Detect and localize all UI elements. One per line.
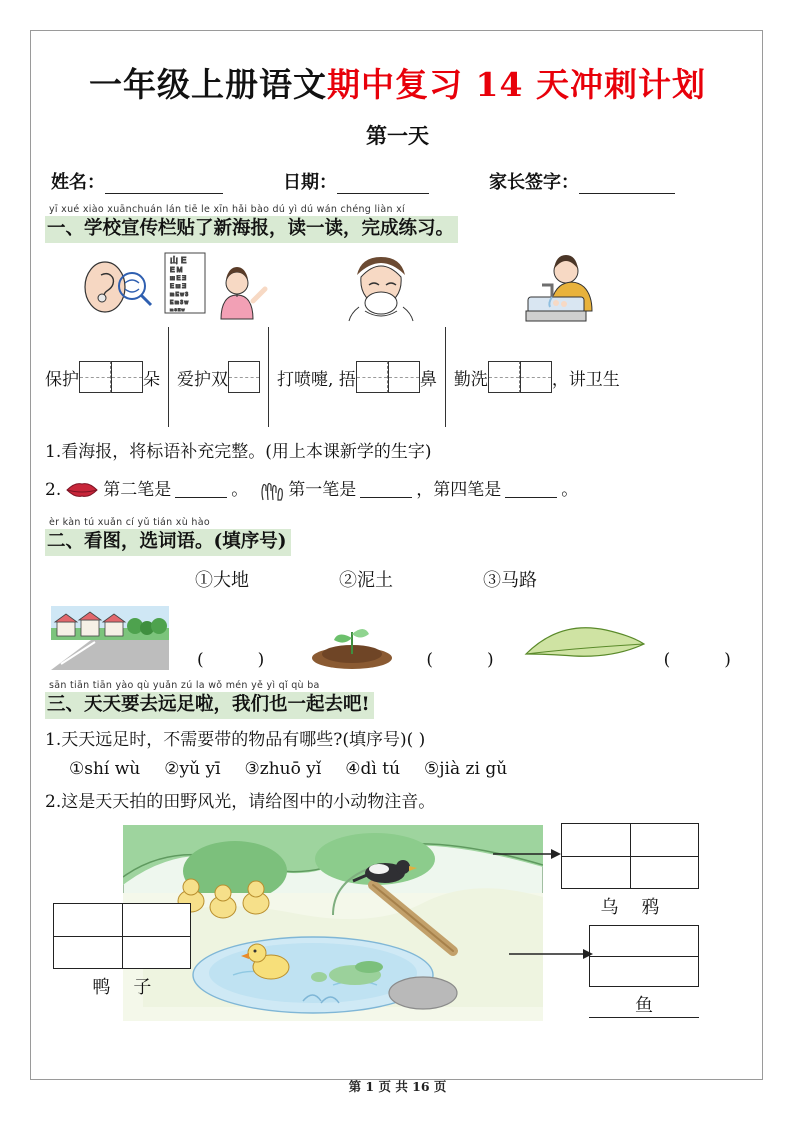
guardian-label: 家长签字： [489, 172, 579, 193]
q2-text-c: 。 [231, 480, 249, 500]
pinyin-option-1[interactable]: ①shí wù [69, 759, 141, 779]
day-subtitle: 第一天 [366, 123, 429, 148]
section-1 [45, 204, 750, 243]
poster-item-4 [454, 361, 620, 393]
poster-item-1-cells[interactable] [79, 361, 143, 393]
pinyin-option-4[interactable]: ④dì tú [345, 759, 401, 779]
svg-text:E: E [181, 256, 187, 265]
hand-icon [258, 478, 284, 502]
q2-blank-1[interactable] [175, 483, 227, 498]
poster-answer-row [45, 327, 750, 427]
divider-3 [445, 327, 446, 427]
poster-item-2 [177, 361, 260, 393]
section-2-options [45, 566, 750, 592]
section-3 [45, 680, 750, 719]
poster-item-3-cells[interactable] [356, 361, 420, 393]
svg-text:E ш Ǝ: E ш Ǝ [170, 284, 187, 290]
name-blank[interactable] [105, 178, 223, 194]
poster-image-row [45, 251, 750, 325]
arrow-to-crow [493, 847, 563, 861]
farm-scene-area [45, 823, 750, 1038]
q2-blank-2[interactable] [360, 483, 412, 498]
sneeze-illustration [281, 251, 481, 325]
guardian-blank[interactable] [579, 178, 675, 194]
answer-paren-1[interactable]: ( ) [197, 650, 265, 670]
duck-pinyin-grid[interactable] [53, 903, 191, 969]
fish-pinyin-grid[interactable] [589, 925, 699, 987]
poster-item-4-suffix: ，讲卫生 [551, 369, 620, 390]
section-2 [45, 517, 750, 556]
washing-hands-illustration [481, 249, 651, 325]
svg-text:ш E Ǝ: ш E Ǝ [170, 276, 187, 282]
date-field[interactable] [283, 168, 429, 194]
svg-text:m E w 3: m E w 3 [170, 292, 189, 298]
svg-text:E M: E M [170, 267, 183, 274]
student-meta-row [45, 168, 750, 194]
section-1-pinyin: yī xué xiào xuānchuán lán tiē le xīn hǎi bào dú yì dú wán chéng liàn xí [49, 204, 405, 215]
worksheet-border [30, 30, 763, 1094]
guardian-signature-field[interactable] [489, 168, 675, 194]
page-title-red: 期中复习 14 天冲刺计划 [327, 65, 706, 104]
date-label: 日期： [283, 172, 337, 193]
poster-item-4-cells[interactable] [488, 361, 552, 393]
pinyin-option-3[interactable]: ③zhuō yǐ [244, 759, 322, 779]
option-1[interactable]: ①大地 [195, 570, 249, 591]
poster-item-2-cells[interactable] [228, 361, 260, 393]
mouth-icon [65, 482, 99, 498]
q2-blank-3[interactable] [505, 483, 557, 498]
answer-paren-3[interactable]: ( ) [663, 650, 731, 670]
eye-chart-illustration [161, 249, 281, 325]
pinyin-option-2[interactable]: ②yǔ yī [164, 759, 221, 779]
svg-text:m 3 E w: m 3 E w [170, 307, 185, 312]
page-footer: 第 1 页 共 16 页 [348, 1079, 447, 1094]
divider-1 [168, 327, 169, 427]
poster-item-4-prefix: 勤洗 [453, 369, 488, 390]
section-2-pinyin: èr kàn tú xuǎn cí yǔ tián xù hào [49, 517, 210, 528]
section-3-question-2: 2.这是天天拍的田野风光，请给图中的小动物注音。 [45, 792, 436, 812]
q2-text-d: 第一笔是 [288, 480, 357, 500]
section-2-image-row [45, 598, 750, 670]
crow-label: 乌 鸦 [600, 897, 660, 918]
leaf-illustration [520, 620, 650, 670]
poster-item-3 [277, 361, 437, 393]
poster-item-2-prefix: 爱护双 [177, 369, 228, 390]
poster-item-3-prefix: 打喷嚏, 捂 [277, 369, 356, 390]
fish-label: 鱼 [589, 991, 699, 1018]
svg-text:山: 山 [170, 256, 178, 265]
name-field[interactable] [51, 168, 223, 194]
sprout-soil-illustration [298, 614, 406, 670]
answer-paren-2[interactable]: ( ) [426, 650, 494, 670]
option-2[interactable]: ②泥土 [339, 570, 393, 591]
ear-illustration [75, 253, 161, 325]
poster-item-1-prefix: 保护 [45, 369, 79, 390]
section-1-question-2 [45, 477, 750, 503]
q2-text-b: 第二笔是 [103, 480, 172, 500]
divider-2 [268, 327, 269, 427]
section-3-title: 三、天天要去远足啦，我们也一起去吧! [45, 692, 374, 719]
pinyin-option-5[interactable]: ⑤jià zi gǔ [424, 759, 508, 779]
q2-text-e: ，第四笔是 [416, 480, 502, 500]
q2-number: 2. [45, 480, 62, 500]
section-1-title: 一、学校宣传栏贴了新海报，读一读，完成练习。 [45, 216, 458, 243]
page-title-black: 一年级上册语文 [89, 65, 328, 104]
duck-label: 鸭 子 [92, 977, 152, 998]
section-3-pinyin: sān tiān tiān yào qù yuǎn zú la wǒ mén yě yì qǐ qù ba [49, 680, 320, 691]
section-3-question-1: 1.天天远足时，不需要带的物品有哪些?(填序号)( ) [45, 730, 426, 750]
section-3-pinyin-options [45, 759, 750, 779]
name-label: 姓名： [51, 172, 105, 193]
svg-text:E m 3 w: E m 3 w [170, 300, 189, 306]
option-3[interactable]: ③马路 [483, 570, 537, 591]
section-1-question-1: 1.看海报，将标语补充完整。(用上本课新学的生字) [45, 442, 432, 462]
poster-item-1 [45, 361, 160, 393]
poster-item-1-suffix: 朵 [143, 369, 160, 390]
section-2-title: 二、看图，选词语。(填序号) [45, 529, 291, 556]
crow-pinyin-grid[interactable] [561, 823, 699, 889]
poster-item-3-suffix: 鼻 [419, 369, 437, 390]
date-blank[interactable] [337, 178, 429, 194]
page-title [45, 59, 750, 106]
q2-text-f: 。 [561, 480, 579, 500]
road-houses-illustration [51, 606, 169, 670]
arrow-to-fish [509, 947, 595, 961]
